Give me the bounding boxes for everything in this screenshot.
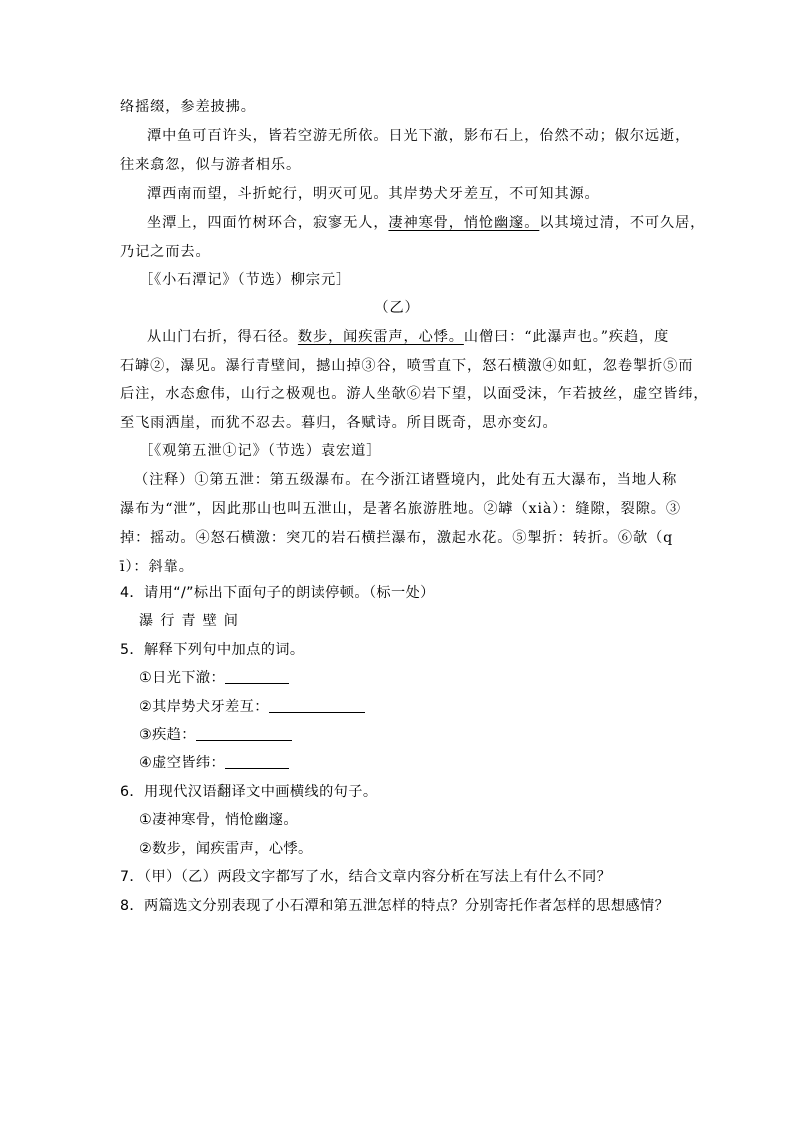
question-4: 4．请用“/”标出下面句子的朗读停顿。（标一处）	[120, 585, 435, 601]
question-5-item-2	[139, 697, 365, 717]
yi-line-1	[147, 327, 669, 347]
q5-item-3-label: ③疾趋：	[139, 727, 196, 743]
yi-heading: （乙）	[374, 300, 420, 316]
q5-item-1-label: ①日光下澈：	[139, 670, 226, 686]
yi-line-2: 石罅②，瀑见。瀑行青壁间，撼山掉③谷，喷雪直下，怒石横激④如虹，忽卷掣折⑤而	[120, 358, 694, 374]
jia-line-4: 潭西南而望，斗折蛇行，明灭可见。其岸势犬牙差互，不可知其源。	[147, 186, 600, 202]
jia-line-5-post: 以其境过清，不可久居，	[539, 215, 706, 231]
question-5-item-1	[139, 668, 289, 688]
question-4-sentence: 瀑行青壁间	[139, 613, 245, 629]
answer-blank[interactable]	[225, 668, 289, 684]
question-5-item-3	[139, 725, 292, 745]
jia-line-2: 潭中鱼可百许头，皆若空游无所依。日光下澈，影布石上，佁然不动；俶尔远逝，	[147, 128, 691, 144]
jia-line-6: 乃记之而去。	[120, 244, 211, 260]
notes-line-1: （注释）①第五泄：第五级瀑布。在今浙江诸暨境内，此处有五大瀑布，当地人称	[134, 472, 678, 488]
question-5-item-4	[139, 753, 289, 773]
question-5: 5．解释下列句中加点的词。	[120, 642, 305, 658]
jia-underlined-sentence: 凄神寒骨，悄怆幽邃。	[388, 215, 540, 231]
jia-line-5	[147, 213, 705, 233]
yi-line-1-pre: 从山门右折，得石径。	[147, 329, 298, 345]
answer-blank[interactable]	[196, 725, 292, 741]
notes-line-2: 瀑布为“泄”，因此那山也叫五泄山，是著名旅游胜地。②罅（xià）：缝隙，裂隙。③	[120, 501, 681, 517]
question-8: 8．两篇选文分别表现了小石潭和第五泄怎样的特点？分别寄托作者怎样的思想感情？	[120, 898, 670, 914]
notes-line-3: 掉：摇动。④怒石横激：突兀的岩石横拦瀑布，激起水花。⑤掣折：转折。⑥欹（q	[120, 530, 674, 546]
answer-blank[interactable]	[225, 753, 289, 769]
question-6-item-2: ②数步，闻疾雷声，心悸。	[139, 841, 313, 857]
answer-blank[interactable]	[269, 697, 365, 713]
yi-source: ［《观第五泄①记》（节选）袁宏道］	[139, 443, 382, 459]
jia-line-5-pre: 坐潭上，四面竹树环合，寂寥无人，	[147, 215, 389, 231]
q5-item-2-label: ②其岸势犬牙差互：	[139, 699, 269, 715]
q5-item-4-label: ④虚空皆纬：	[139, 755, 226, 771]
yi-line-3: 后注，水态愈伟，山行之极观也。游人坐欹⑥岩下望，以面受沫，乍若披丝，虚空皆纬，	[120, 386, 709, 402]
question-6-item-1: ①凄神寒骨，悄怆幽邃。	[139, 812, 298, 828]
jia-source: ［《小石潭记》（节选）柳宗元］	[139, 272, 352, 288]
question-7: 7．（甲）（乙）两段文字都写了水，结合文章内容分析在写法上有什么不同？	[120, 869, 612, 885]
yi-line-1-post: 山僧曰：“此瀑声也。”疾趋，度	[463, 329, 670, 345]
yi-line-4: 至飞雨洒崖，而犹不忍去。暮归，各赋诗。所目既奇，思亦变幻。	[120, 415, 558, 431]
notes-line-4: ī）：斜靠。	[120, 559, 194, 575]
yi-underlined-sentence: 数步，闻疾雷声，心悸。	[297, 329, 464, 345]
jia-line-3: 往来翕忽，似与游者相乐。	[120, 157, 302, 173]
question-6: 6．用现代汉语翻译文中画横线的句子。	[120, 784, 378, 800]
jia-line-1: 络摇缀，参差披拂。	[120, 99, 256, 115]
